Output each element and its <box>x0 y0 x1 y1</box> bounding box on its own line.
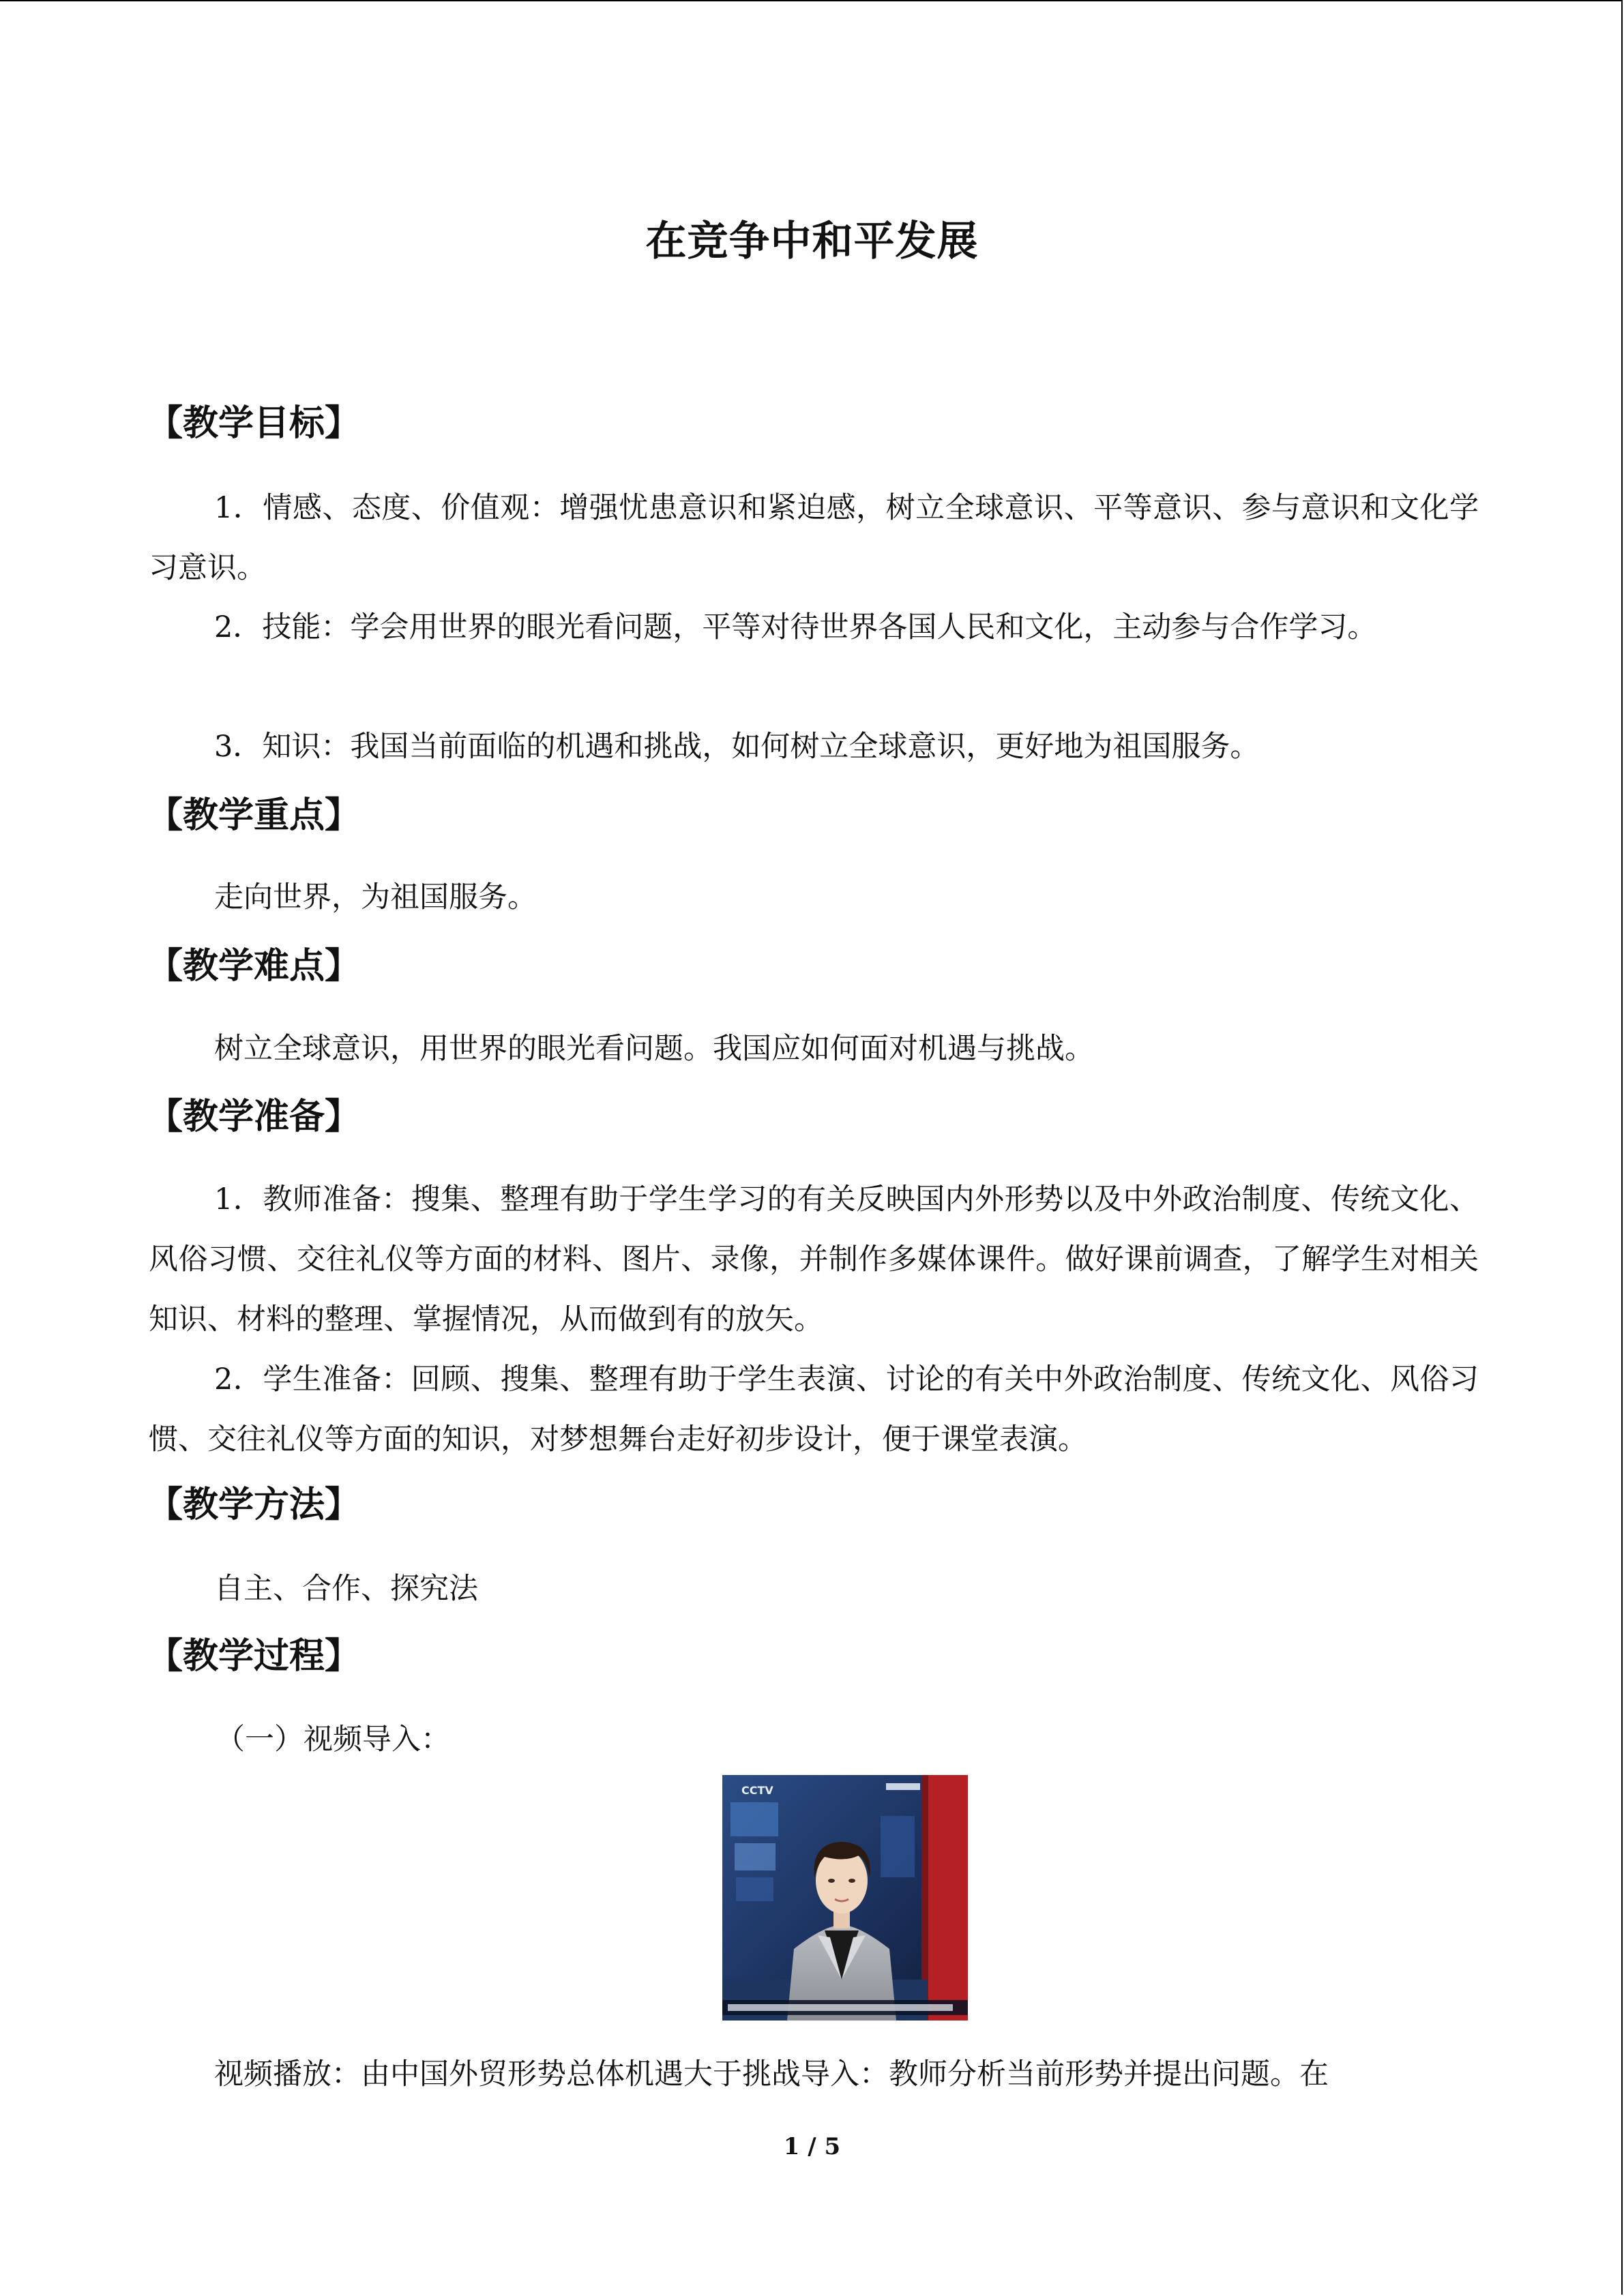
paragraph-student-preparation: 2．学生准备：回顾、搜集、整理有助于学生表演、讨论的有关中外政治制度、传统文化、风俗习惯、交往礼仪等方面的知识，对梦想舞台走好初步设计，便于课堂表演。 <box>149 1362 1479 1457</box>
section-heading-difficulties: 【教学难点】 <box>147 945 361 987</box>
news-anchor-video-still <box>722 1775 968 2021</box>
page-number: 1 / 5 <box>783 2133 841 2160</box>
paragraph-methods: 自主、合作、探究法 <box>214 1572 478 1606</box>
paragraph-teacher-preparation: 1．教师准备：搜集、整理有助于学生学习的有关反映国内外形势以及中外政治制度、传统文化、风俗习惯、交往礼仪等方面的材料、图片、录像，并制作多媒体课件。做好课前调查，了解学生对相关知识、材料的整理、掌握情况，从而做到有的放矢。 <box>149 1182 1479 1337</box>
paragraph-objective-2: 2．技能：学会用世界的眼光看问题，平等对待世界各国人民和文化，主动参与合作学习。 <box>214 610 1377 644</box>
section-heading-objectives: 【教学目标】 <box>147 402 361 444</box>
paragraph-objective-1: 1．情感、态度、价值观：增强忧患意识和紧迫感，树立全球意识、平等意识、参与意识和文化学习意识。 <box>149 491 1479 585</box>
paragraph-difficulties: 树立全球意识，用世界的眼光看问题。我国应如何面对机遇与挑战。 <box>214 1032 1094 1066</box>
section-heading-preparation: 【教学准备】 <box>147 1096 361 1137</box>
svg-text:CCTV: CCTV <box>741 1784 773 1797</box>
paragraph-key-points: 走向世界，为祖国服务。 <box>214 880 537 914</box>
document-title: 在竞争中和平发展 <box>645 218 979 265</box>
paragraph-video-intro: （一）视频导入： <box>216 1723 450 1757</box>
section-heading-methods: 【教学方法】 <box>147 1484 361 1525</box>
section-heading-process: 【教学过程】 <box>147 1635 361 1677</box>
section-heading-key-points: 【教学重点】 <box>147 794 361 836</box>
paragraph-objective-3: 3．知识：我国当前面临的机遇和挑战，如何树立全球意识，更好地为祖国服务。 <box>214 730 1260 764</box>
paragraph-video-playback: 视频播放：由中国外贸形势总体机遇大于挑战导入：教师分析当前形势并提出问题。在 <box>214 2057 1329 2091</box>
news-anchor-image-icon <box>722 1775 968 2021</box>
